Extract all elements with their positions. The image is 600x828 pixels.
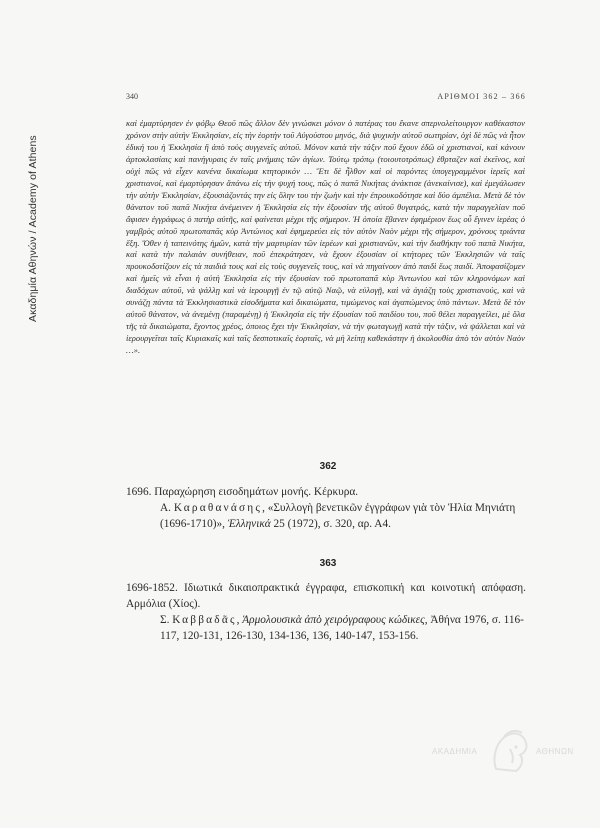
ref-prefix: Α. <box>160 502 171 514</box>
ref-tail: , Ἀθήνα 1976, σ. 116-117, 120-131, 126-130, 134-136, 136, 140-147, 153-156. <box>160 614 524 642</box>
athena-head-icon <box>486 727 532 781</box>
watermark-left-text: ΑΚΑΔΗΜΙΑ <box>432 747 478 756</box>
ref-tail: 25 (1972), σ. 320, αρ. Α4. <box>270 518 391 530</box>
entry-reference <box>126 612 526 644</box>
entry-number: 362 <box>319 461 337 472</box>
academy-watermark <box>432 727 582 777</box>
ref-journal: Ἁρμολουσικὰ ἀπὸ χειρόγραφους κώδικες <box>242 614 425 626</box>
entry-363 <box>126 580 526 644</box>
ref-prefix: Σ. <box>160 614 170 626</box>
ref-journal: Ἑλληνικά <box>227 518 271 530</box>
ref-author: Καββαδᾶς <box>172 614 237 626</box>
running-title: ΑΡΙΘΜΟΙ 362 – 366 <box>437 92 526 101</box>
page-number: 340 <box>126 92 138 101</box>
entry-362 <box>126 484 526 532</box>
entry-number: 363 <box>319 558 337 569</box>
entry-heading: 1696. Παραχώρηση εισοδημάτων μονής. Κέρκυρα. <box>126 486 359 498</box>
ref-title: , «Συλλογὴ βενετικῶν ἐγγράφων γιὰ τὸν Ἠλία Μηνιάτη (1696-1710)», <box>160 502 516 530</box>
page-header <box>126 92 526 106</box>
entry-heading: 1696-1852. Ιδιωτικά δικαιοπρακτικά έγγραφα, επισκοπική και κοινοτική απόφαση. Αρμόλια (Χίος). <box>126 582 526 610</box>
entry-reference <box>126 500 526 532</box>
archive-side-label: Ακαδημία Αθηνών / Academy of Athens <box>27 135 39 322</box>
quoted-document-text: καὶ ἐμαρτύρησεν ἐν φόβῳ Θεοῦ πῶς ἄλλον δὲν γινώσκει μόνον ὁ πατέρας του ἔκανε σπερνολείτουργον καθέκαστον χρόνον στὴν αὐτὴν Ἐκκλησίαν, εἰς τὴν ἑορτὴν τοῦ Αὐγούστου μηνός, διὰ ψυχικὴν αὐτοῦ σωτηρίαν, ὀχὶ δὲ πῶς νὰ ἦτον ἐδική του ἡ Ἐκκλησία ἢ ἀπὸ τοὺς συγγενεῖς αὐτοῦ. Μόνον κατὰ τὴν τάξιν ποῦ ἔχουν ἐδῶ οἱ χριστιανοί, καὶ κάνουν ἀρτοκλασίαις καὶ πανήγυραις ἐν ταῖς μνήμαις τῶν ἁγίων. Τούτῳ τρόπῳ (τοιουτοτρόπως) ἐθρταζεν καὶ ἐκεῖνος, καὶ οὐχὶ πῶς νὰ εἶχεν κανένα δικαίωμα κτητορικόν … Ἔτι δὲ ἦλθον καὶ οἱ παρόντες ὑπογεγραμμένοι ἱερεῖς καὶ χριστιανοί, καὶ ἐμαρτύρησαν ἅπάνω εἰς τὴν ψυχή τους, πῶς ὁ παπᾶ Νικήτας ἀνάκτισε (ἀνεκαίνισε), καὶ ἐμεγάλωσεν τὴν αὐτὴν Ἐκκλησίαν, ἐξουσιάζοντάς την εἰς ὅλην του τὴν ζωὴν καὶ τὴν ἐπρουκοδότησε καὶ δύο ἀμπέλια. Μετὰ δὲ τὸν θάνατον τοῦ παπᾶ Νικήτα ἀνέμεινεν ἡ Ἐκκλησία εἰς τὴν ἐξουσίαν τῆς αὐτοῦ θυγατρός, κατὰ τὴν παραγγελίαν ποῦ ἄφισεν ἐγγράφως ὁ πατὴρ αὐτῆς, καὶ φαίνεται μέχρι τῆς σήμερον. Ἡ ὁποία ἔβανεν ἐφημέριον ἕως οὗ ἔγινεν ἱερέας ὁ γαμβρὸς αὐτοῦ πρωτοπαπᾶς κὺρ Ἀντώνιος καὶ ἐφημερεύει εἰς τὸν αὐτὸν Ναὸν μέχρι τῆς σήμερον, χρόνους τριάντα ἕξη. Ὅθεν ἡ ταπεινότης ἡμῶν, κατὰ τὴν μαρτυρίαν τῶν ἱερέων καὶ χριστιανῶν, καὶ τὴν διαθήκην τοῦ παπᾶ Νικήτα, καὶ κατὰ τὴν παλαιὰν συνήθειαν, ποῦ ἐπεκράτησεν, νὰ ἔχουν ἐξουσίαν οἱ κτήτορες τῶν Ἐκκλησιῶν νὰ ταῖς προυκοδοτίζουν εἰς τὰ παιδιά τους καὶ εἰς τοὺς συγγενεῖς τους, καὶ νὰ πηγαίνουν ἀπὸ παιδὶ ἕως παιδί. Ἀποφασίζομεν καὶ ἡμεῖς νὰ εἶναι ἡ αὐτὴ Ἐκκλησία εἰς τὴν ἐξουσίαν τοῦ πρωτοπαπᾶ κὺρ Ἀντωνίου καὶ τῶν κληρονόμων καὶ διαδόχων αὐτοῦ, νὰ ψάλλῃ καὶ νὰ ἱερουργῇ ἐν τῷ αὐτῷ Ναῷ, νὰ εὐλογῇ, καὶ νὰ ἁγιάζῃ τοὺς χριστιανούς, καὶ νὰ συνάζῃ πάντα τὰ Ἐκκλησιαστικὰ εἰσοδήματα καὶ δικαιώματα, τιμώμενος καὶ ἀγαπώμενος ὑπὸ πάντων. Μετὰ δὲ τὸν αὐτοῦ θάνατον, νὰ ἀνεμένῃ (παραμένῃ) ἡ Ἐκκλησία εἰς τὴν ἐξουσίαν τοῦ παιδίου του, ποῦ θέλει παραγγείλει, μὲ ὅλα τῆς τὰ δικαιώματα, ἔχοντος χρέος, ὁποιος ἔχει τὴν Ἐκκλησίαν, νὰ τὴν φωταγωγῇ κατὰ τὴν τάξιν, νὰ ψάλλεται καὶ νὰ ἱερουργεῖται ταῖς Κυριακαῖς καὶ ταῖς δεσποτικαῖς ἑορταῖς, νὰ μὴ λείπῃ καθεκάστην ἡ ἀκολουθία ἀπὸ τὸν αὐτὸν Ναὸν …». <box>126 118 525 356</box>
ref-title: , <box>236 614 243 626</box>
watermark-right-text: ΑΘΗΝΩΝ <box>536 747 574 756</box>
ref-author: Καραθανάσης <box>173 502 263 514</box>
